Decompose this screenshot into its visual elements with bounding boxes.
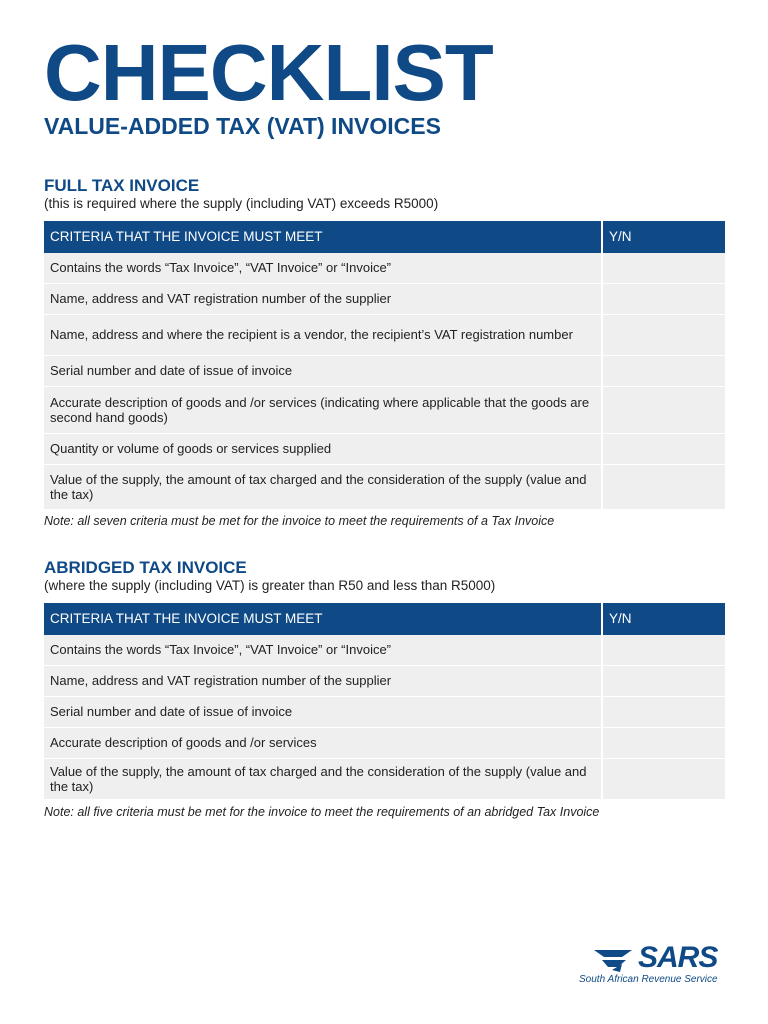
table-row xyxy=(44,759,725,800)
full-invoice-heading: FULL TAX INVOICE xyxy=(44,176,200,195)
abridged-invoice-table xyxy=(44,603,725,800)
sars-logo xyxy=(578,941,728,990)
criteria-cell: Serial number and date of issue of invoice xyxy=(44,356,601,387)
abridged-invoice-note: Note: all five criteria must be met for the invoice to meet the requirements of an abridged Tax Invoice xyxy=(44,805,600,819)
criteria-column-header: CRITERIA THAT THE INVOICE MUST MEET xyxy=(44,603,601,635)
table-row xyxy=(44,253,725,284)
sars-wordmark: SARS xyxy=(638,941,718,974)
criteria-cell: Contains the words “Tax Invoice”, “VAT Invoice” or “Invoice” xyxy=(44,635,601,666)
yn-column-header: Y/N xyxy=(601,221,725,253)
yn-cell[interactable] xyxy=(601,465,725,510)
yn-cell[interactable] xyxy=(601,387,725,434)
yn-cell[interactable] xyxy=(601,635,725,666)
table-row xyxy=(44,666,725,697)
full-invoice-description: (this is required where the supply (including VAT) exceeds R5000) xyxy=(44,196,439,211)
criteria-cell: Accurate description of goods and /or services xyxy=(44,728,601,759)
yn-cell[interactable] xyxy=(601,728,725,759)
full-invoice-table xyxy=(44,221,725,510)
table-header-row xyxy=(44,603,725,635)
yn-cell[interactable] xyxy=(601,434,725,465)
yn-column-header: Y/N xyxy=(601,603,725,635)
criteria-cell: Contains the words “Tax Invoice”, “VAT Invoice” or “Invoice” xyxy=(44,253,601,284)
criteria-cell: Serial number and date of issue of invoice xyxy=(44,697,601,728)
page-subtitle: VALUE-ADDED TAX (VAT) INVOICES xyxy=(44,113,441,139)
table-row xyxy=(44,434,725,465)
table-header-row xyxy=(44,221,725,253)
yn-cell[interactable] xyxy=(601,759,725,800)
criteria-cell: Value of the supply, the amount of tax charged and the consideration of the supply (value and the tax) xyxy=(44,759,601,800)
criteria-cell: Value of the supply, the amount of tax charged and the consideration of the supply (value and the tax) xyxy=(44,465,601,510)
table-row xyxy=(44,697,725,728)
criteria-cell: Quantity or volume of goods or services supplied xyxy=(44,434,601,465)
criteria-cell: Name, address and VAT registration number of the supplier xyxy=(44,666,601,697)
table-row xyxy=(44,635,725,666)
yn-cell[interactable] xyxy=(601,666,725,697)
table-row xyxy=(44,728,725,759)
table-row xyxy=(44,315,725,356)
table-row xyxy=(44,356,725,387)
yn-cell[interactable] xyxy=(601,315,725,356)
yn-cell[interactable] xyxy=(601,284,725,315)
sars-tagline: South African Revenue Service xyxy=(579,974,718,985)
full-invoice-note: Note: all seven criteria must be met for the invoice to meet the requirements of a Tax Invoice xyxy=(44,514,555,528)
yn-cell[interactable] xyxy=(601,356,725,387)
criteria-column-header: CRITERIA THAT THE INVOICE MUST MEET xyxy=(44,221,601,253)
page-title: CHECKLIST xyxy=(44,28,493,117)
table-row xyxy=(44,284,725,315)
table-row xyxy=(44,465,725,510)
abridged-invoice-description: (where the supply (including VAT) is greater than R50 and less than R5000) xyxy=(44,578,496,593)
criteria-cell: Accurate description of goods and /or services (indicating where applicable that the goods are second hand goods) xyxy=(44,387,601,434)
criteria-cell: Name, address and VAT registration number of the supplier xyxy=(44,284,601,315)
criteria-cell: Name, address and where the recipient is a vendor, the recipient’s VAT registration number xyxy=(44,315,601,356)
yn-cell[interactable] xyxy=(601,697,725,728)
table-row xyxy=(44,387,725,434)
abridged-invoice-heading: ABRIDGED TAX INVOICE xyxy=(44,558,247,577)
yn-cell[interactable] xyxy=(601,253,725,284)
